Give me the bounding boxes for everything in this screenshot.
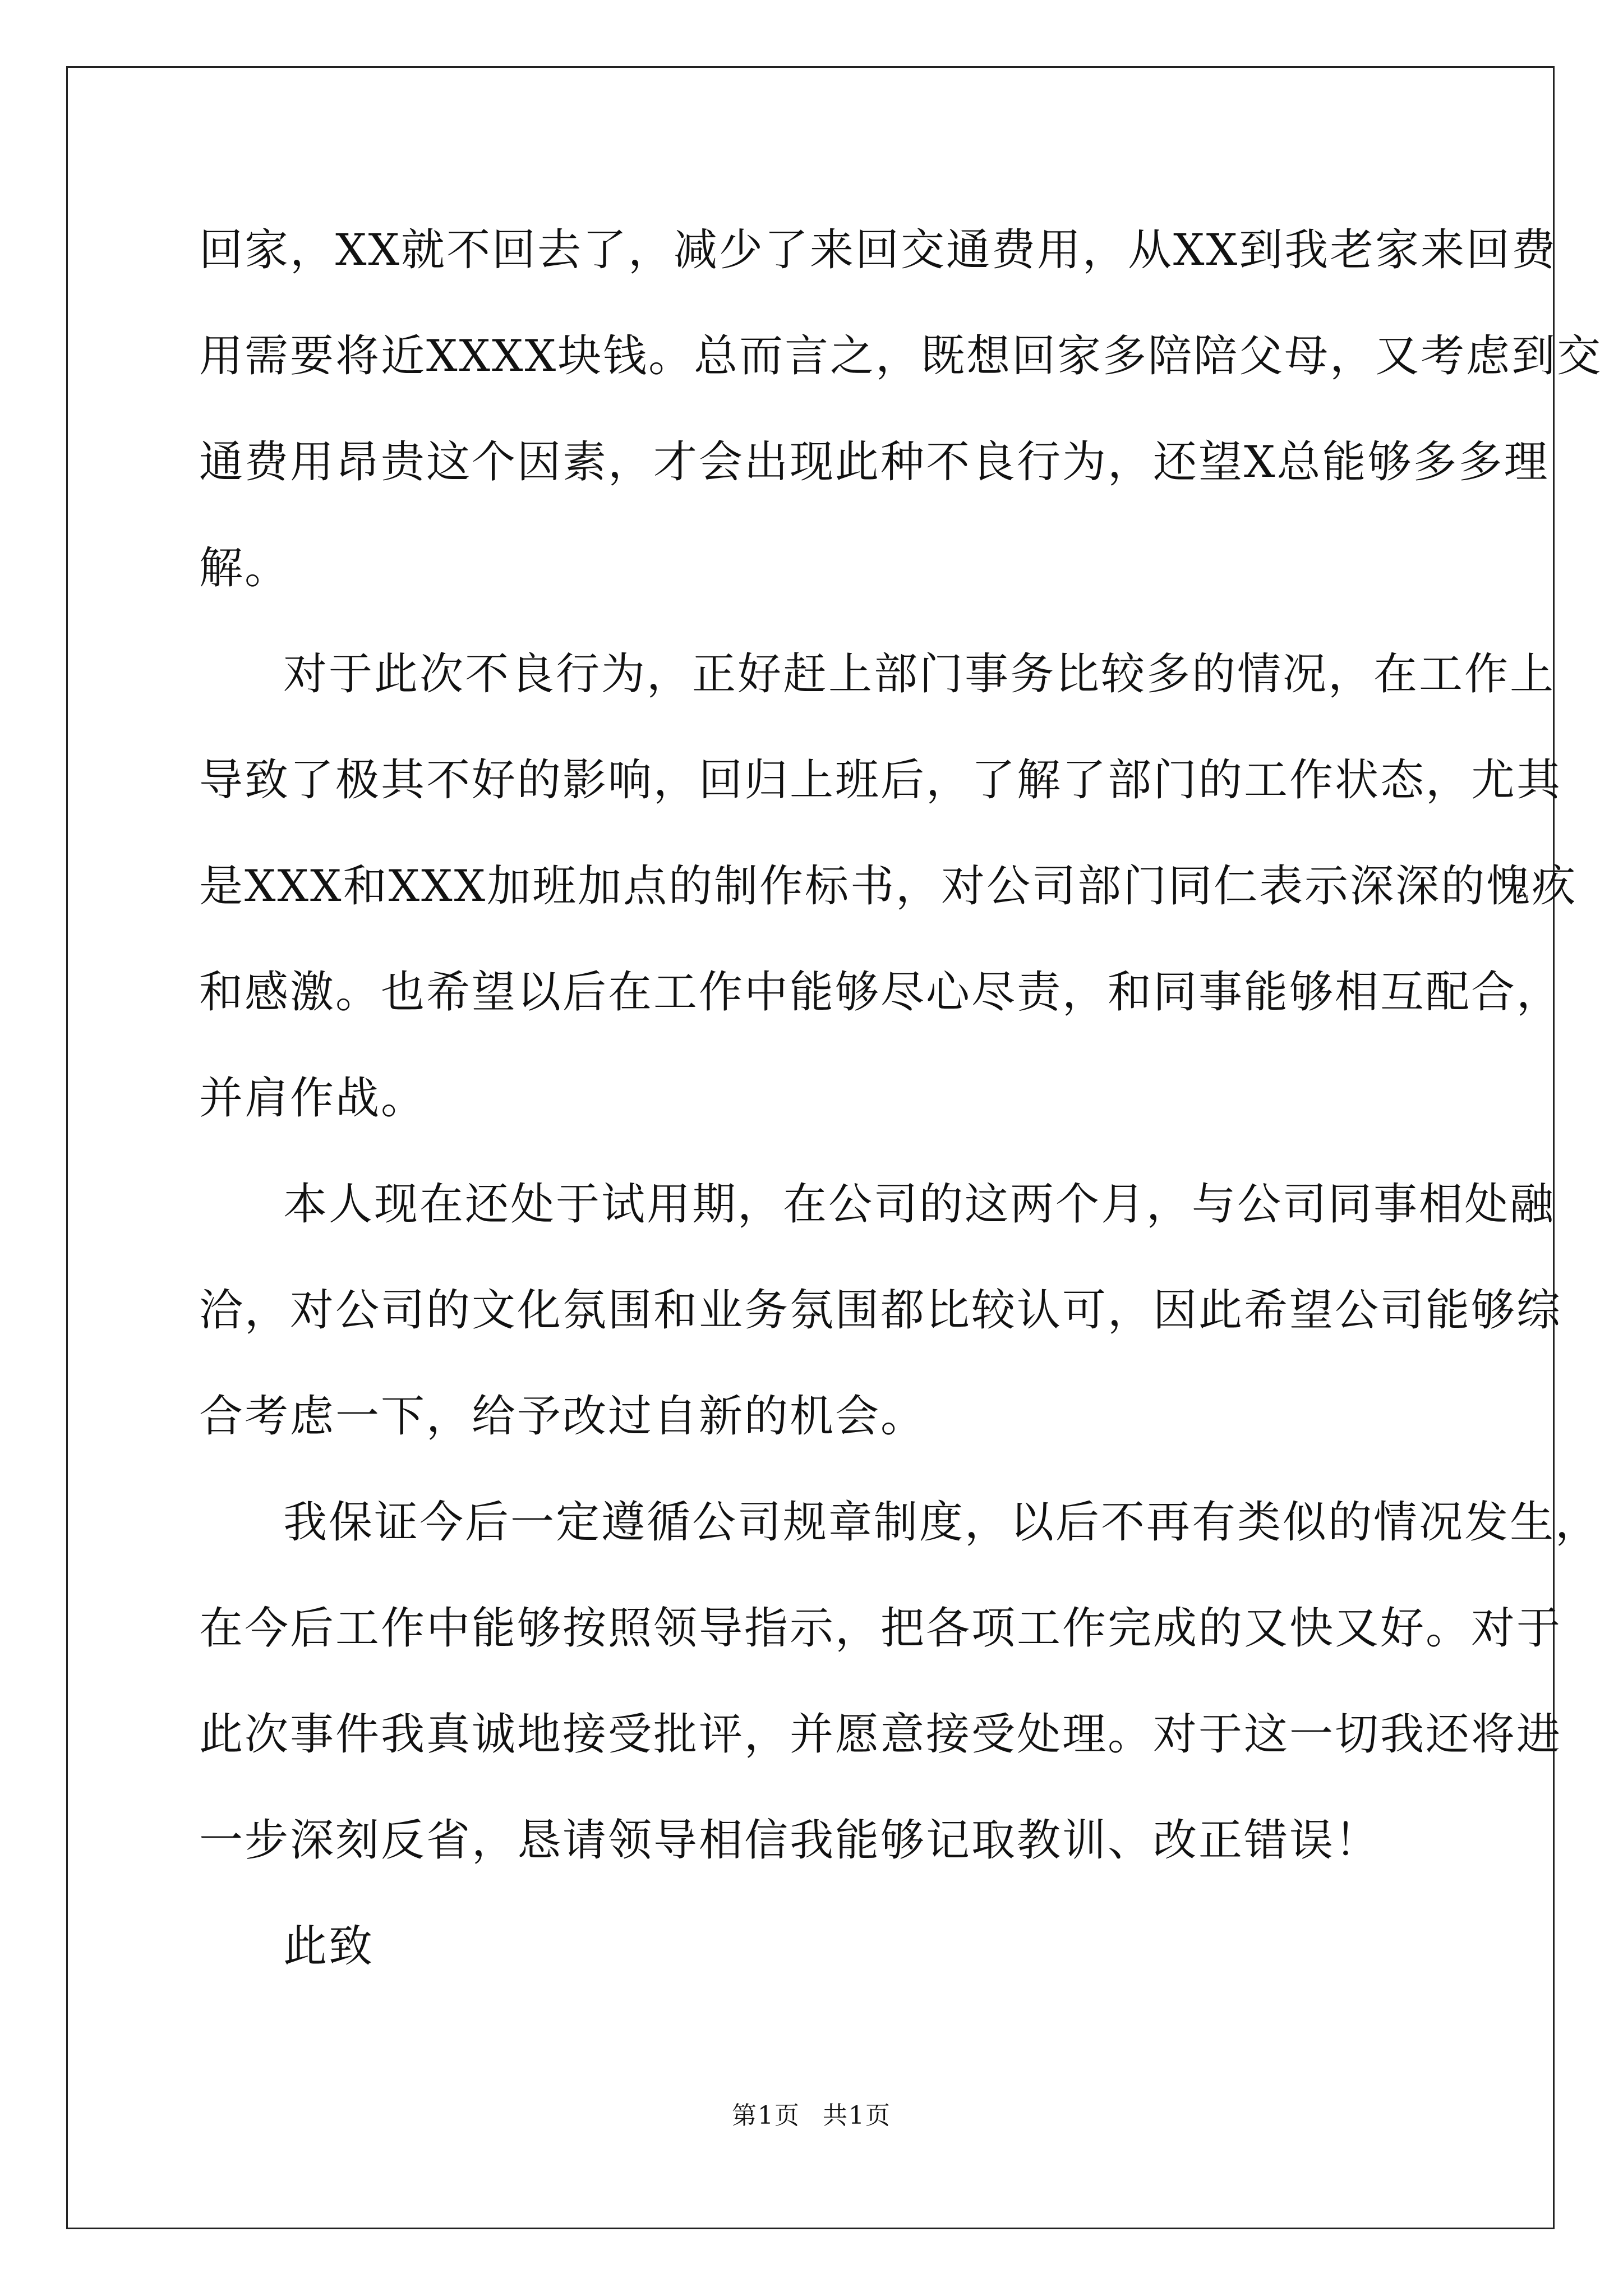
text-line: 并肩作战。 [199, 1073, 427, 1124]
closing-salutation: 此致 [283, 1921, 375, 1972]
text-line: 用需要将近XXXX块钱。总而言之，既想回家多陪陪父母，又考虑到交 [199, 331, 1603, 381]
text-line: 是XXX和XXX加班加点的制作标书，对公司部门同仁表示深深的愧疚 [199, 861, 1578, 912]
text-line: 和感激。也希望以后在工作中能够尽心尽责，和同事能够相互配合， [199, 967, 1562, 1018]
text-line: 回家，XX就不回去了，减少了来回交通费用，从XX到我老家来回费 [199, 225, 1557, 275]
text-line: 一步深刻反省，恳请领导相信我能够记取教训、改正错误！ [199, 1815, 1381, 1866]
text-line: 导致了极其不好的影响，回归上班后，了解了部门的工作状态，尤其 [199, 755, 1562, 806]
text-line: 对于此次不良行为，正好赶上部门事务比较多的情况，在工作上 [283, 649, 1556, 700]
text-line: 在今后工作中能够按照领导指示，把各项工作完成的又快又好。对于 [199, 1603, 1562, 1654]
document-body [199, 197, 1603, 2000]
text-line: 合考虑一下，给予改过自新的机会。 [199, 1391, 926, 1442]
text-line: 此次事件我真诚地接受批评，并愿意接受处理。对于这一切我还将进 [199, 1709, 1562, 1760]
text-line: 洽，对公司的文化氛围和业务氛围都比较认可，因此希望公司能够综 [199, 1285, 1562, 1336]
text-line: 解。 [199, 543, 291, 593]
page-footer [0, 2095, 1623, 2131]
text-line: 我保证今后一定遵循公司规章制度，以后不再有类似的情况发生， [283, 1497, 1601, 1548]
page-number: 第1页 [732, 2101, 800, 2130]
page-count: 共1页 [823, 2101, 891, 2130]
text-line: 通费用昂贵这个因素，才会出现此种不良行为，还望X总能够多多理 [199, 437, 1550, 487]
text-line: 本人现在还处于试用期，在公司的这两个月，与公司同事相处融 [283, 1179, 1556, 1230]
